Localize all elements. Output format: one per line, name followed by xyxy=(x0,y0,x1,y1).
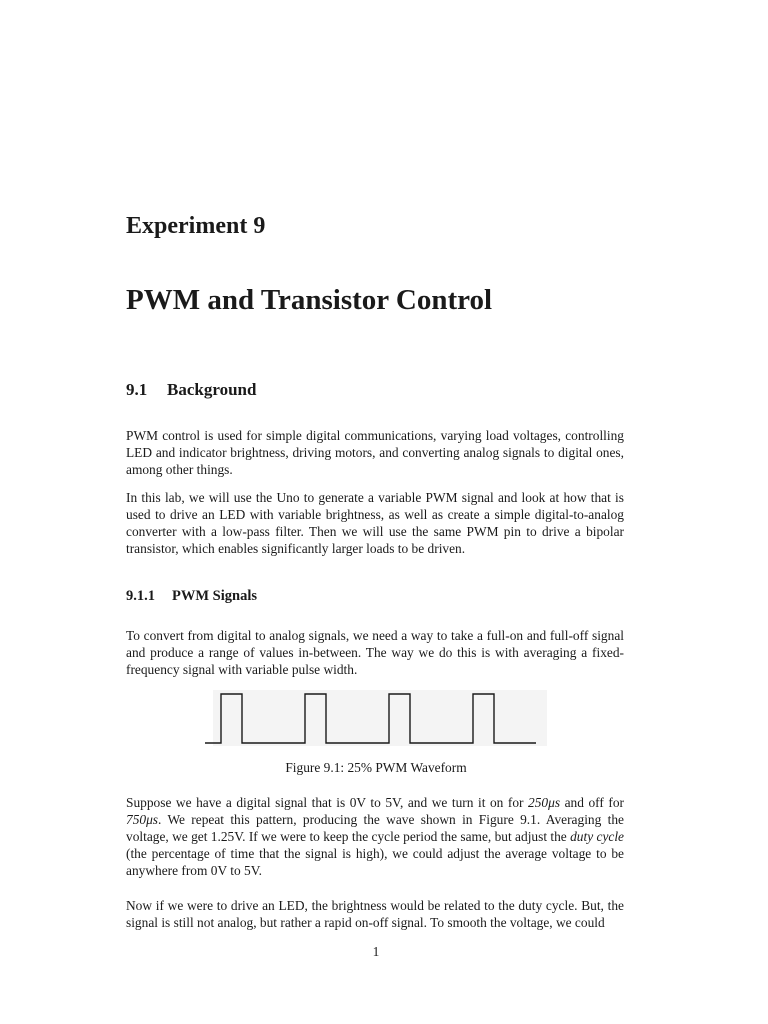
term-duty-cycle: duty cycle xyxy=(570,829,625,844)
paragraph-digital-to-analog: To convert from digital to analog signals, we need a way to take a full-on and full-off signal and produce a range of values in-between. The way we do this is with averaging a fixed-frequency signal with variable pulse width. xyxy=(126,628,624,677)
section-number: 9.1 xyxy=(126,380,148,399)
text-segment: (the percentage of time that the signal is high), we could adjust the average voltage to be anywhere from 0V to 5V. xyxy=(126,846,624,878)
math-off-time: 750μs xyxy=(126,812,159,827)
figure-caption: Figure 9.1: 25% PWM Waveform xyxy=(285,760,467,775)
subsection-number: 9.1.1 xyxy=(126,588,155,604)
paragraph-pwm-uses: PWM control is used for simple digital communications, varying load voltages, controlling LED and indicator brightness, driving motors, and converting analog signals to digital ones, among other things. xyxy=(126,428,624,477)
text-segment: Suppose we have a digital signal that is 0V to 5V, and we turn it on for xyxy=(126,795,529,810)
paragraph-lab-overview: In this lab, we will use the Uno to generate a variable PWM signal and look at how that is used to drive an LED with variable brightness, as well as create a simple digital-to-analog converter with a low-pass filter. Then we will use the same PWM pin to drive a bipolar transistor, which enables significantly larger loads to be driven. xyxy=(126,490,624,556)
paragraph-duty-cycle xyxy=(126,794,624,879)
math-on-time: 250μs xyxy=(528,795,561,810)
paragraph-led-brightness: Now if we were to drive an LED, the brightness would be related to the duty cycle. But, the signal is still not analog, but rather a rapid on-off signal. To smooth the voltage, we could xyxy=(126,898,624,930)
text-segment: . We repeat this pattern, producing the wave shown in Figure 9.1. Averaging the voltage, we get 1.25V. If we were to keep the cycle period the same, but adjust the xyxy=(126,812,624,844)
chapter-title: PWM and Transistor Control xyxy=(126,284,493,316)
page-number: 1 xyxy=(372,944,380,959)
pwm-waveform-figure xyxy=(205,690,547,746)
figure-background xyxy=(213,690,547,746)
text-segment: and off for xyxy=(560,795,624,810)
subsection-heading xyxy=(126,588,257,605)
chapter-label: Experiment 9 xyxy=(126,213,266,239)
section-title: Background xyxy=(167,380,257,399)
subsection-title: PWM Signals xyxy=(172,588,257,604)
section-heading xyxy=(126,380,256,400)
